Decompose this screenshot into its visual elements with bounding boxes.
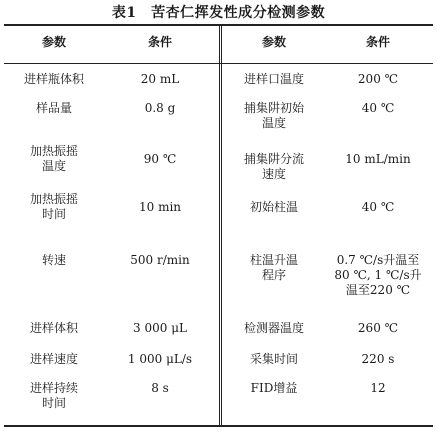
right-cond-6: 260 ℃	[357, 321, 399, 335]
right-cond-7: 220 s	[361, 352, 395, 366]
right-param-3: 捕集阱分流 速度	[243, 152, 304, 181]
left-param-3: 加热振摇 温度	[29, 144, 78, 173]
right-param-7: 采集时间	[249, 352, 298, 366]
left-cond-5: 500 r/min	[130, 253, 190, 267]
table-title: 表1 苦杏仁挥发性成分检测参数	[111, 5, 326, 21]
right-cond-4: 40 ℃	[361, 200, 395, 214]
left-param-5: 转速	[41, 253, 66, 267]
left-cond-2: 0.8 g	[144, 101, 176, 115]
right-cond-3: 10 mL/min	[345, 152, 411, 166]
left-param-4: 加热振摇 时间	[29, 192, 78, 221]
right-param-6: 检测器温度	[243, 321, 304, 335]
header-param-left: 参数	[41, 35, 66, 49]
left-param-8: 进样持续 时间	[29, 381, 78, 410]
right-param-2: 捕集阱初始 温度	[243, 101, 304, 130]
left-param-2: 样品量	[35, 101, 72, 115]
left-param-6: 进样体积	[29, 321, 78, 335]
left-cond-3: 90 ℃	[143, 152, 177, 166]
header-param-right: 参数	[261, 35, 286, 49]
right-cond-1: 200 ℃	[357, 72, 399, 86]
right-param-1: 进样口温度	[243, 72, 304, 86]
right-cond-5: 0.7 ℃/s升温至 80 ℃, 1 ℃/s升 温至220 ℃	[334, 253, 422, 297]
header-cond-left: 条件	[147, 35, 172, 49]
left-cond-4: 10 min	[138, 200, 182, 214]
right-cond-8: 12	[370, 381, 386, 395]
left-cond-1: 20 mL	[140, 72, 180, 86]
column-divider	[219, 26, 222, 425]
right-param-8: FID增益	[250, 381, 298, 395]
bottom-rule	[4, 425, 433, 427]
left-cond-6: 3 000 μL	[133, 321, 187, 335]
left-cond-7: 1 000 μL/s	[127, 352, 193, 366]
header-cond-right: 条件	[365, 35, 390, 49]
left-param-7: 进样速度	[29, 352, 78, 366]
right-param-5: 柱温升温 程序	[249, 253, 298, 282]
left-cond-8: 8 s	[151, 381, 169, 395]
right-param-4: 初始柱温	[249, 200, 298, 214]
left-param-1: 进样瓶体积	[23, 72, 84, 86]
right-cond-2: 40 ℃	[361, 101, 395, 115]
